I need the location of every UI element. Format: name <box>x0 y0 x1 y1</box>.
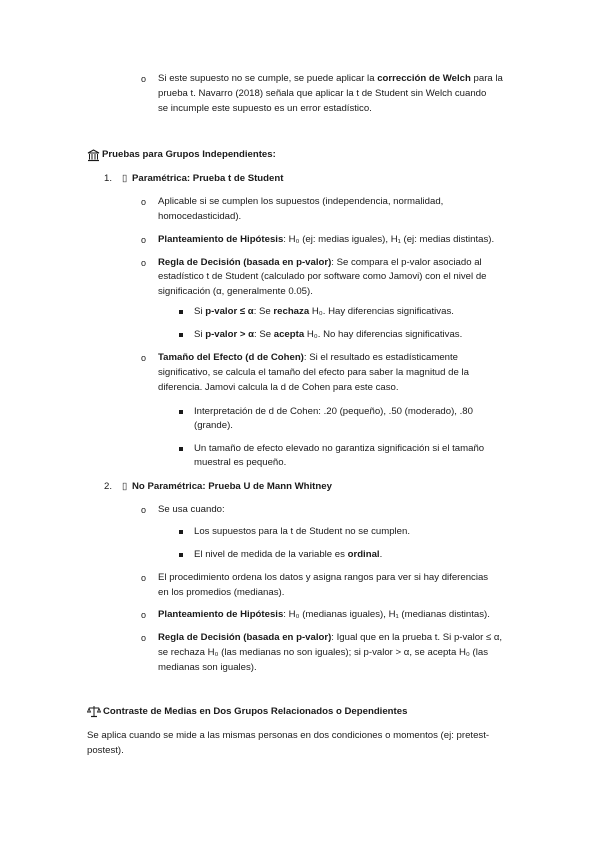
item-heading: Paramétrica: Prueba t de Student <box>132 173 284 184</box>
paragraph-line: Los supuestos para la t de Student no se cumplen. <box>194 526 410 537</box>
paragraph-line: diferencia. Jamovi calcula la d de Cohen para este caso. <box>158 382 399 393</box>
item-heading: No Paramétrica: Prueba U de Mann Whitney <box>132 481 332 492</box>
paragraph-line: se rechaza H₀ (las medianas no son iguales); si p-valor > α, se acepta H₀ (las <box>158 647 488 658</box>
list-bullet: o <box>141 235 147 245</box>
paragraph-line: muestral es pequeño. <box>194 457 287 468</box>
paragraph-line: significación (α, generalmente 0.05). <box>158 286 313 297</box>
paragraph-line: (grande). <box>194 420 233 431</box>
square-bullet <box>179 333 183 337</box>
section-heading: Contraste de Medias en Dos Grupos Relacionados o Dependientes <box>103 706 408 717</box>
placeholder-box-icon: ▯ <box>122 481 128 492</box>
scale-icon <box>87 705 101 718</box>
paragraph-line: prueba t. Navarro (2018) señala que aplicar la t de Student sin Welch cuando <box>158 88 487 99</box>
building-columns-icon <box>87 149 100 162</box>
paragraph-line: Regla de Decisión (basada en p-valor): Igual que en la prueba t. Si p-valor ≤ α, <box>158 632 503 643</box>
paragraph-line: El nivel de medida de la variable es ordinal. <box>194 549 383 560</box>
list-bullet: o <box>141 610 147 620</box>
paragraph-line: Tamaño del Efecto (d de Cohen): Si el resultado es estadísticamente <box>158 352 458 363</box>
list-bullet: o <box>141 258 147 268</box>
paragraph-line: Si este supuesto no se cumple, se puede aplicar la corrección de Welch para la <box>158 73 503 84</box>
paragraph-line: Si p-valor ≤ α: Se rechaza H₀. Hay diferencias significativas. <box>194 306 454 317</box>
paragraph-line: Aplicable si se cumplen los supuestos (independencia, normalidad, <box>158 196 444 207</box>
list-bullet: o <box>141 573 147 583</box>
list-bullet: o <box>141 633 147 643</box>
section-heading: Pruebas para Grupos Independientes: <box>102 149 276 160</box>
paragraph-line: postest). <box>87 745 124 756</box>
paragraph-line: Interpretación de d de Cohen: .20 (pequeño), .50 (moderado), .80 <box>194 406 473 417</box>
paragraph-line: medianas son iguales). <box>158 662 257 673</box>
paragraph-line: Planteamiento de Hipótesis: H₀ (ej: medias iguales), H₁ (ej: medias distintas). <box>158 234 495 245</box>
list-number: 1. <box>104 173 113 184</box>
paragraph-line: Regla de Decisión (basada en p-valor): Se compara el p-valor asociado al <box>158 257 482 268</box>
paragraph-line: Se aplica cuando se mide a las mismas personas en dos condiciones o momentos (ej: pretest- <box>87 730 490 741</box>
paragraph-line: homocedasticidad). <box>158 211 242 222</box>
square-bullet <box>179 447 183 451</box>
paragraph-line: se incumple este supuesto es un error estadístico. <box>158 103 372 114</box>
list-bullet: o <box>141 353 147 363</box>
list-bullet: o <box>141 505 147 515</box>
square-bullet <box>179 553 183 557</box>
square-bullet <box>179 310 183 314</box>
placeholder-box-icon: ▯ <box>122 173 128 184</box>
paragraph-line: El procedimiento ordena los datos y asigna rangos para ver si hay diferencias <box>158 572 489 583</box>
square-bullet <box>179 410 183 414</box>
paragraph-line: en los promedios (medianas). <box>158 587 285 598</box>
square-bullet <box>179 530 183 534</box>
paragraph-line: estadístico t de Student (calculado por software como Jamovi) con el nivel de <box>158 271 487 282</box>
paragraph-line: Un tamaño de efecto elevado no garantiza significación si el tamaño <box>194 443 485 454</box>
list-bullet: o <box>141 197 147 207</box>
paragraph-line: Se usa cuando: <box>158 504 225 515</box>
list-bullet: o <box>141 74 147 84</box>
paragraph-line: Planteamiento de Hipótesis: H₀ (medianas iguales), H₁ (medianas distintas). <box>158 609 490 620</box>
list-number: 2. <box>104 481 113 492</box>
paragraph-line: significativo, se calcula el tamaño del efecto para saber la magnitud de la <box>158 367 469 378</box>
paragraph-line: Si p-valor > α: Se acepta H₀. No hay diferencias significativas. <box>194 329 463 340</box>
